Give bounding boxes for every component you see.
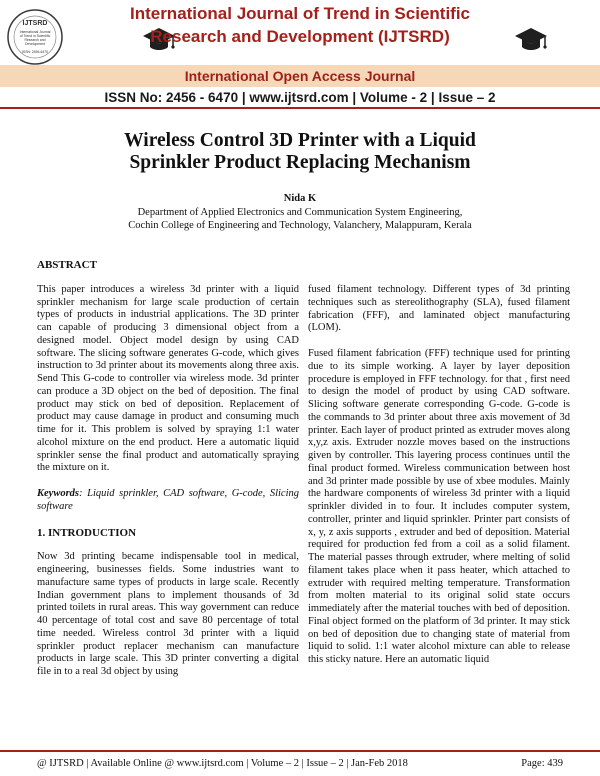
page-number: Page: 439 <box>521 758 563 769</box>
issn-line: ISSN No: 2456 - 6470 | www.ijtsrd.com | Volume - 2 | Issue – 2 <box>0 87 600 109</box>
journal-title-line-1: International Journal of Trend in Scientific <box>129 4 471 23</box>
journal-title-line-2: Research and Development (IJTSRD) <box>150 27 450 46</box>
abstract-heading: ABSTRACT <box>37 259 97 271</box>
svg-text:Research and: Research and <box>24 38 46 42</box>
open-access-banner: International Open Access Journal <box>0 65 600 87</box>
keywords <box>37 488 299 514</box>
right-column <box>308 284 570 667</box>
footer-citation: @ IJTSRD | Available Online @ www.ijtsrd.com | Volume – 2 | Issue – 2 | Jan-Feb 2018 <box>37 758 408 769</box>
logo-text: IJTSRD <box>22 20 48 27</box>
paper-title-line-2: Sprinkler Product Replacing Mechanism <box>129 152 471 173</box>
page-footer <box>0 750 600 776</box>
intro-text: Now 3d printing became indispensable tool in medical, engineering, businesses fields. Some industries want to manufacture same types of products in large scale. Recently Indian government plans to implement thousands of 3d printed toilets in rural areas. This way government can reduce 40 percentage of total cost and save 80 percentage of total time needed. Wireless control 3d printer with a liquid sprinkler product replacer mechanism can manufacture products in large scale. This 3D printer converting a digital file in to a real 3d object by using <box>37 551 299 677</box>
right-paragraph-2: Fused filament fabrication (FFF) technique used for printing due to its simple working. A layer by layer deposition procedure is employed in FFF technology. for that , first need to design the model of product by using CAD software. Slicing software generate corresponding G-code. G-code is the commands to 3d printer about three axis movement of 3d printer. Each layer of product printed as extruder moves along x,y,z axis. Extruder nozzle moves based on the instructions given by controller. This layering process continues until the final product formed. Wireless communication between host and 3d printer made possible by use of xbee modules. Mainly the hardware components of wireless 3d printer with a liquid sprinkler divided in to four. It includes computer system, controller, printer and liquid sprinkler. Printer part consists of x, y, z axis supports , extruder and bed of deposition. Material required for production fed from a coil as a solid filament. The material passes through extruder, where melting of solid filament takes place when it pass heater, which attached to extruder with required melting temperature. Transformation from molten material to its original solid state occurs immediately after the material touches with bed of deposition. Final object formed on the platform of 3d printer. It may stick on bed of deposition due to changing state of material from liquid to solid. 1:1 water alcohol mixture can able to release this sticky nature. Here an automatic liquid <box>308 348 570 665</box>
svg-text:ISSN: 2456-6470: ISSN: 2456-6470 <box>21 50 49 54</box>
svg-text:Development: Development <box>25 42 45 46</box>
paper-title-line-1: Wireless Control 3D Printer with a Liquid <box>124 130 476 151</box>
right-paragraph-1: fused filament technology. Different types of 3d printing techniques such as stereolithography (SLA), fused filament fabrication (FFF), and laminated object manufacturing (LOM). <box>308 284 570 334</box>
journal-header <box>0 0 600 110</box>
intro-heading: 1. INTRODUCTION <box>37 526 137 539</box>
left-column <box>37 259 299 679</box>
affiliation-line-2: Cochin College of Engineering and Technology, Valanchery, Malappuram, Kerala <box>128 220 472 231</box>
keywords-text: : Liquid sprinkler, CAD software, G-code, Slicing software <box>37 488 299 512</box>
ijtsrd-logo <box>6 8 64 66</box>
svg-text:of Trend in Scientific: of Trend in Scientific <box>19 34 51 38</box>
graduation-cap-icon <box>514 26 548 54</box>
keywords-label: Keywords <box>37 488 79 499</box>
abstract-text: This paper introduces a wireless 3d printer with a liquid sprinkler mechanism for large scale production of certain types of products in industrial applications. The 3D printer can capable of producing 3 dimensional object from a designed model. Object model design by using CAD software. The slicing software generates G-code, which gives instruction to 3d printer about its movements along three axis. Send This G-code to controller via wireless mode. 3d printer can produce a 3D object on the bed of deposition. The final product may stick on bed of deposition. Replacement of product may cause damage in product and consuming much time for it. This problem is solved by spraying 1:1 water alcohol mixture on the end product. Here a automatic liquid sprinkler sense the final product and automatically spraying the mixture on it. <box>37 283 299 474</box>
author-name: Nida K <box>283 193 317 204</box>
svg-text:International Journal: International Journal <box>19 30 51 34</box>
affiliation-line-1: Department of Applied Electronics and Communication System Engineering, <box>137 207 463 218</box>
